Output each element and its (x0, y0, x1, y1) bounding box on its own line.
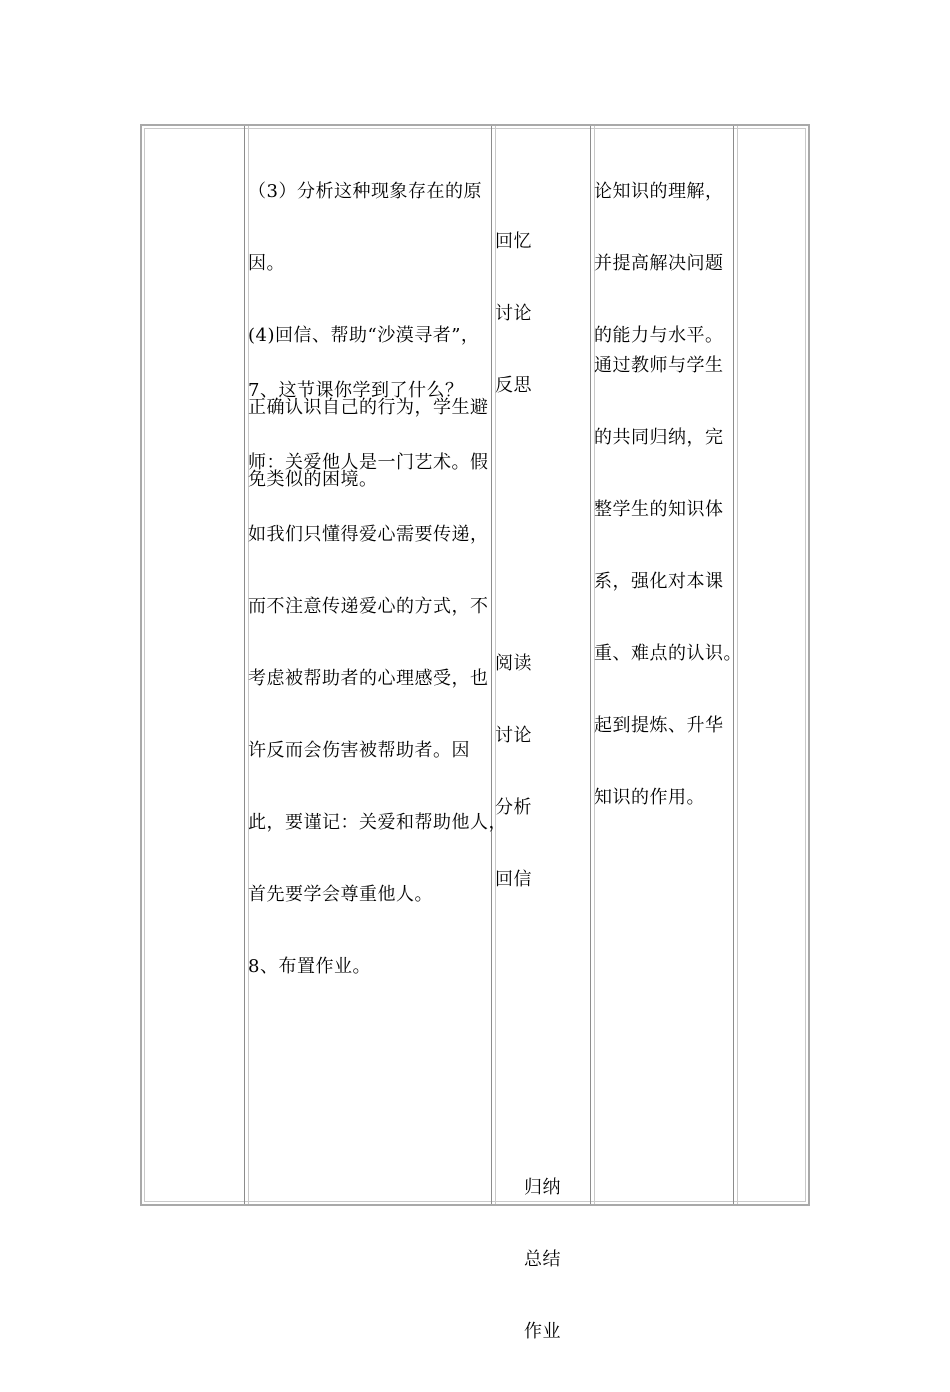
text-line: 总结 (524, 1249, 561, 1270)
student-activity-block-1 (495, 182, 532, 446)
text-line: 重、难点的认识。 (594, 643, 742, 664)
text-line: 免类似的困境。 (248, 469, 378, 490)
text-line: 的能力与水平。 (594, 325, 724, 346)
text-line: 师：关爱他人是一门艺术。假 (248, 452, 489, 473)
column-divider-3 (590, 126, 591, 1204)
text-line: 分析 (495, 797, 532, 818)
text-line: 知识的作用。 (594, 787, 705, 808)
text-line: 首先要学会尊重他人。 (248, 884, 433, 905)
text-line: 阅读 (495, 653, 532, 674)
activity-text-block-2 (248, 331, 507, 1027)
text-line: 反思 (495, 375, 532, 396)
text-line: 作业 (524, 1321, 561, 1342)
text-line: 通过教师与学生 (594, 355, 724, 376)
text-line: 归纳 (524, 1177, 561, 1198)
student-activity-block-3 (524, 1128, 561, 1392)
text-line: 考虑被帮助者的心理感受，也 (248, 668, 489, 689)
text-line: 整学生的知识体 (594, 499, 724, 520)
column-divider-1 (244, 126, 245, 1204)
design-intent-block-2 (594, 306, 742, 858)
text-line: 因。 (248, 253, 285, 274)
text-line: 并提高解决问题 (594, 253, 724, 274)
text-line: 的共同归纳，完 (594, 427, 724, 448)
text-line: 讨论 (495, 725, 532, 746)
text-line: 8、布置作业。 (248, 956, 371, 977)
text-line: 回忆 (495, 231, 532, 252)
text-line: 论知识的理解， (594, 181, 724, 202)
student-activity-block-2 (495, 604, 532, 940)
text-line: 而不注意传递爱心的方式，不 (248, 596, 489, 617)
text-line: 回信 (495, 869, 532, 890)
text-line: 正确认识自己的行为，学生避 (248, 397, 489, 418)
text-line: (4)回信、帮助“沙漠寻者”， (248, 325, 480, 346)
text-line: 此，要谨记：关爱和帮助他人， (248, 812, 507, 833)
text-line: 系，强化对本课 (594, 571, 724, 592)
text-line: 许反而会伤害被帮助者。因 (248, 740, 470, 761)
lesson-plan-table (140, 124, 810, 1342)
text-line: （3）分析这种现象存在的原 (248, 181, 482, 202)
text-line: 如我们只懂得爱心需要传递， (248, 524, 489, 545)
text-line: 讨论 (495, 303, 532, 324)
text-line: 起到提炼、升华 (594, 715, 724, 736)
text-line: 7、这节课你学到了什么？ (248, 380, 464, 401)
